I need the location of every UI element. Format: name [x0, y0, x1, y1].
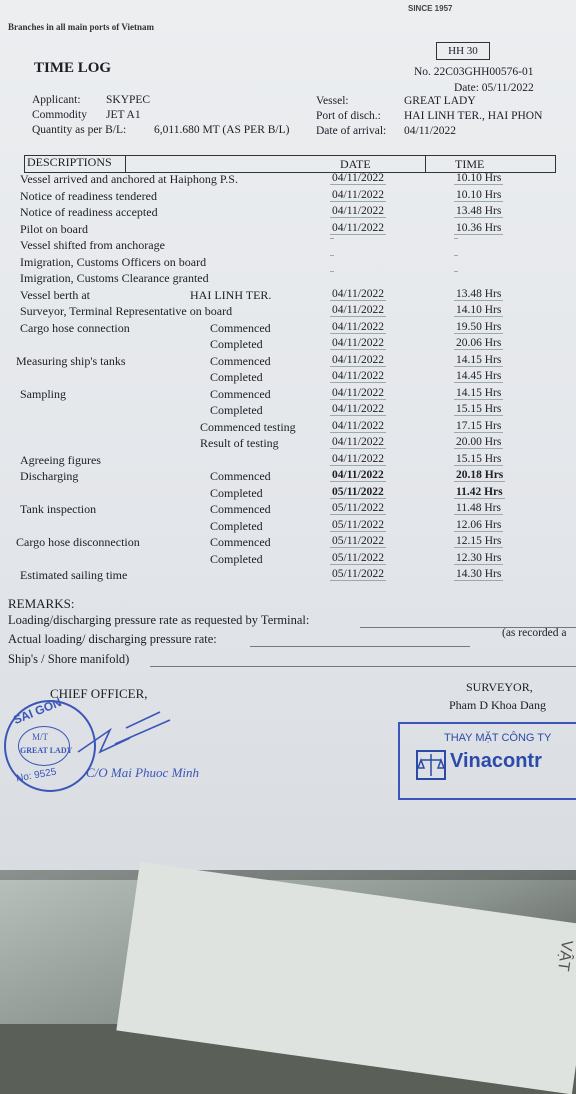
row-description: Surveyor, Terminal Representative on board [20, 304, 233, 318]
background-sheet: VẬT [116, 862, 576, 1094]
arrival-value: 04/11/2022 [404, 125, 456, 137]
row-time: 14.45 Hrs [456, 370, 502, 382]
quantity-value: 6,011.680 MT (AS PER B/L) [154, 124, 290, 136]
row-date: 05/11/2022 [332, 551, 384, 564]
row-description: Vessel arrived and anchored at Haiphong P.S. [20, 172, 238, 186]
row-date: 05/11/2022 [332, 485, 384, 498]
row-subdescription: Result of testing [200, 436, 279, 450]
vessel-value: GREAT LADY [404, 95, 476, 107]
row-date: 04/11/2022 [332, 386, 384, 399]
row-subdescription: Completed [210, 518, 263, 533]
row-date: 04/11/2022 [332, 469, 384, 481]
row-description: Discharging [20, 469, 79, 483]
row-subdescription: Completed [210, 485, 263, 500]
row-time: 19.50 Hrs [456, 320, 502, 333]
row-time: 13.48 Hrs [456, 287, 502, 300]
remarks-line-1: Loading/discharging pressure rate as requested by Terminal: [8, 613, 310, 627]
row-time [454, 238, 458, 239]
row-time: 17.15 Hrs [456, 419, 502, 432]
row-date: 04/11/2022 [332, 370, 384, 382]
row-date: 04/11/2022 [332, 419, 384, 432]
chief-officer-signature [70, 700, 180, 770]
row-description: Notice of readiness tendered [20, 188, 157, 203]
row-description: Tank inspection [20, 502, 97, 516]
row-date: 05/11/2022 [332, 535, 384, 547]
chief-officer-name: C/O Mai Phuoc Minh [86, 765, 200, 780]
document-number: No. 22C03GHH00576-01 [414, 66, 534, 78]
row-subdescription: Completed [210, 370, 263, 384]
row-time: 14.10 Hrs [456, 304, 502, 316]
row-time: 10.10 Hrs [456, 188, 502, 201]
row-date: 05/11/2022 [332, 568, 384, 580]
row-description: Agreeing figures [20, 452, 101, 467]
row-subdescription: Commenced [210, 535, 271, 549]
row-time: 12.06 Hrs [456, 518, 502, 531]
row-time: 12.30 Hrs [456, 551, 502, 564]
row-subdescription: Completed [210, 337, 263, 351]
row-description: Estimated sailing time [20, 568, 128, 582]
row-description: Cargo hose connection [20, 320, 130, 335]
row-date: 04/11/2022 [332, 221, 384, 234]
row-date: 04/11/2022 [332, 188, 384, 201]
row-date: 04/11/2022 [332, 353, 384, 366]
row-subdescription: Commenced testing [200, 419, 296, 434]
row-time: 14.15 Hrs [456, 386, 502, 399]
row-subdescription: Commenced [210, 320, 271, 335]
vinacontrol-logo-icon [416, 750, 446, 780]
row-time: 12.15 Hrs [456, 535, 502, 547]
row-time: 10.36 Hrs [456, 221, 502, 234]
row-date: 05/11/2022 [332, 518, 384, 531]
row-time: 20.00 Hrs [456, 436, 502, 448]
row-time: 10.10 Hrs [456, 172, 502, 184]
row-subdescription: Commenced [210, 353, 271, 368]
row-time: 13.48 Hrs [456, 205, 502, 217]
remarks-label: REMARKS: [8, 596, 75, 611]
document-date: Date: 05/11/2022 [454, 82, 534, 94]
row-description: Pilot on board [20, 221, 88, 236]
applicant-value: SKYPEC [106, 94, 151, 106]
row-subdescription: Completed [210, 403, 263, 417]
port-label: Port of disch.: [316, 110, 381, 122]
reference-box: HH 30 [436, 42, 490, 60]
row-time [454, 255, 458, 256]
row-date [330, 255, 334, 256]
row-description: Vessel berth at [20, 287, 90, 302]
row-time: 11.48 Hrs [456, 502, 501, 514]
row-date [330, 238, 334, 239]
row-subdescription: Completed [210, 551, 263, 566]
since-text: SINCE 1957 [408, 4, 453, 13]
row-date: 04/11/2022 [332, 287, 384, 300]
header-descriptions: DESCRIPTIONS [27, 155, 112, 169]
row-date: 04/11/2022 [332, 172, 384, 184]
row-subdescription: HAI LINH TER. [190, 287, 272, 302]
surveyor-name: Pham D Khoa Dang [449, 698, 546, 712]
row-subdescription: Commenced [210, 386, 271, 401]
quantity-label: Quantity as per B/L: [32, 124, 127, 136]
document-title: TIME LOG [34, 60, 112, 76]
row-description: Cargo hose disconnection [16, 535, 140, 549]
row-time: 20.18 Hrs [456, 469, 504, 481]
row-date: 04/11/2022 [332, 304, 384, 316]
row-time: 20.06 Hrs [456, 337, 502, 349]
commodity-value: JET A1 [106, 109, 141, 121]
header-date: DATE [340, 157, 371, 171]
row-description: Imigration, Customs Clearance granted [20, 271, 209, 285]
paper-shadow [0, 870, 576, 880]
row-description: Measuring ship's tanks [16, 353, 126, 368]
vessel-label: Vessel: [316, 95, 349, 107]
row-date: 04/11/2022 [332, 436, 384, 448]
row-description: Vessel shifted from anchorage [20, 238, 165, 252]
ship-stamp: SAI GON M/T GREAT LADY No: 9525 [4, 700, 96, 792]
row-time: 14.15 Hrs [456, 353, 502, 366]
remarks-line-2: Actual loading/ discharging pressure rate: [8, 632, 217, 646]
row-description: Sampling [20, 386, 67, 401]
row-time [454, 271, 458, 272]
remarks-note: (as recorded a [502, 627, 567, 639]
row-time: 15.15 Hrs [456, 403, 502, 415]
row-date: 05/11/2022 [332, 502, 384, 514]
row-description: Imigration, Customs Officers on board [20, 254, 207, 269]
row-time: 15.15 Hrs [456, 452, 502, 465]
row-date: 04/11/2022 [332, 452, 384, 465]
branches-text: Branches in all main ports of Vietnam [8, 22, 155, 32]
remarks-line-3: Ship's / Shore manifold) [8, 652, 130, 666]
row-subdescription: Commenced [210, 502, 271, 516]
row-subdescription: Commenced [210, 469, 271, 483]
chief-officer-label: CHIEF OFFICER, [50, 686, 148, 701]
row-time: 11.42 Hrs [456, 485, 503, 498]
commodity-label: Commodity [32, 109, 87, 121]
company-stamp: THAY MẶT CÔNG TY Vinacontr [398, 722, 576, 800]
row-date: 04/11/2022 [332, 337, 384, 349]
row-date: 04/11/2022 [332, 320, 384, 333]
row-time: 14.30 Hrs [456, 568, 502, 580]
applicant-label: Applicant: [32, 94, 81, 106]
port-value: HAI LINH TER., HAI PHON [404, 110, 543, 122]
row-description: Notice of readiness accepted [20, 205, 158, 219]
arrival-label: Date of arrival: [316, 125, 387, 137]
row-date: 04/11/2022 [332, 403, 384, 415]
row-date: 04/11/2022 [332, 205, 384, 217]
surveyor-label: SURVEYOR, [466, 680, 533, 694]
header-time: TIME [455, 157, 485, 171]
row-date [330, 271, 334, 272]
